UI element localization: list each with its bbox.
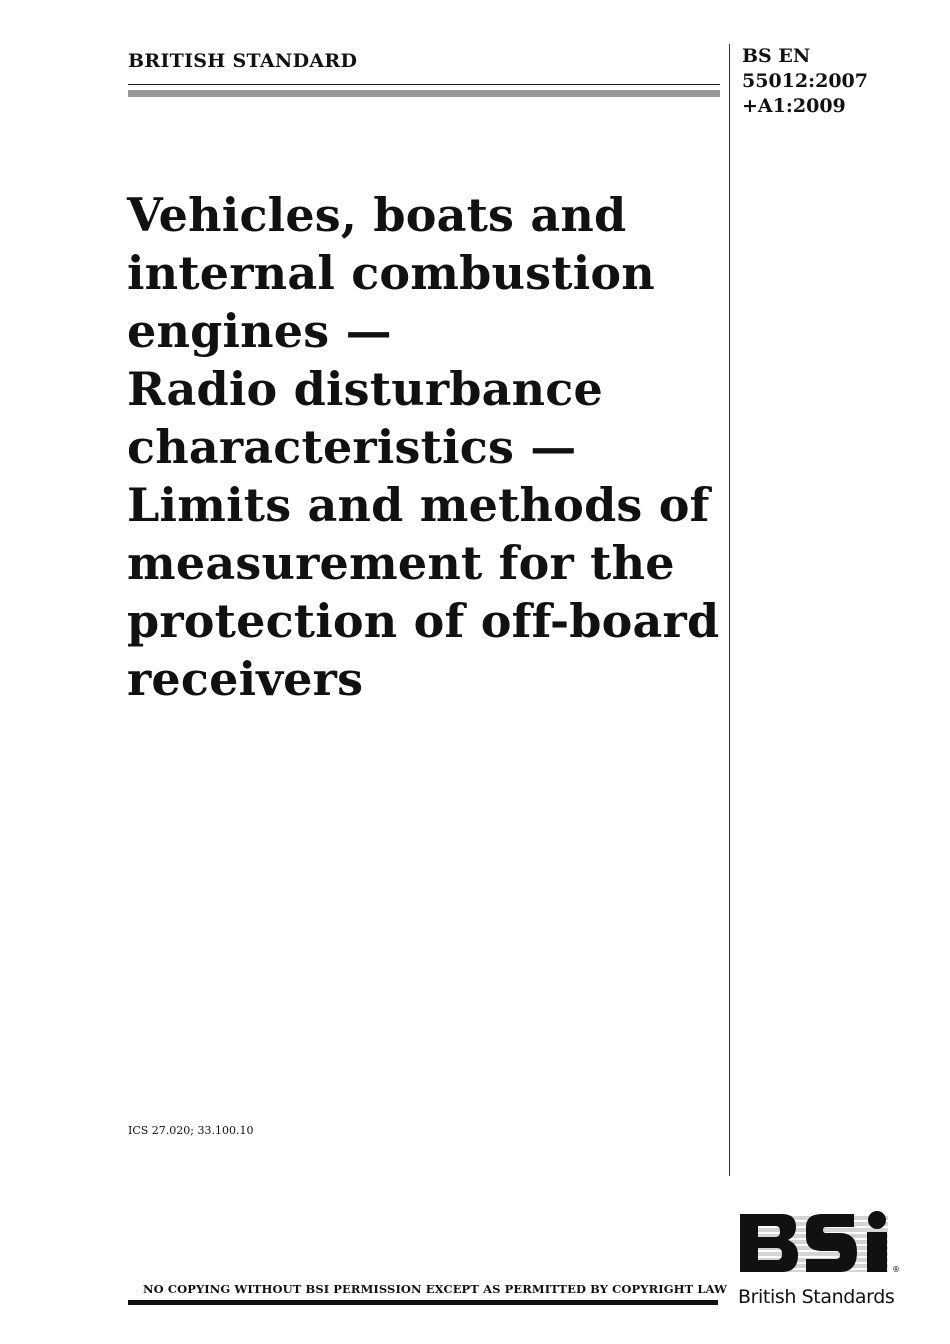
document-title xyxy=(127,186,727,708)
margin-divider xyxy=(729,44,730,1176)
standard-number-line: +A1:2009 xyxy=(742,95,846,117)
header-rule-thick xyxy=(128,90,720,97)
footer-rule xyxy=(128,1300,718,1305)
title-line: protection of off-board xyxy=(127,594,720,648)
registered-mark: ® xyxy=(892,1265,900,1274)
title-line: receivers xyxy=(127,652,364,706)
standard-number xyxy=(742,44,868,119)
ics-code: ICS 27.020; 33.100.10 xyxy=(128,1124,254,1137)
title-line: internal combustion xyxy=(127,246,655,300)
title-line: engines — xyxy=(127,304,392,358)
standard-number-line: BS EN xyxy=(742,45,811,67)
title-line: Limits and methods of xyxy=(127,478,710,532)
header-rule-thin xyxy=(128,84,720,85)
title-line: Vehicles, boats and xyxy=(127,188,627,242)
title-line: measurement for the xyxy=(127,536,675,590)
header-label: BRITISH STANDARD xyxy=(128,50,358,72)
title-line: Radio disturbance xyxy=(127,362,603,416)
bsi-caption: British Standards xyxy=(738,1286,895,1308)
title-line: characteristics — xyxy=(127,420,577,474)
copyright-notice: NO COPYING WITHOUT BSI PERMISSION EXCEPT AS PERMITTED BY COPYRIGHT LAW xyxy=(143,1282,728,1296)
standard-number-line: 55012:2007 xyxy=(742,70,868,92)
